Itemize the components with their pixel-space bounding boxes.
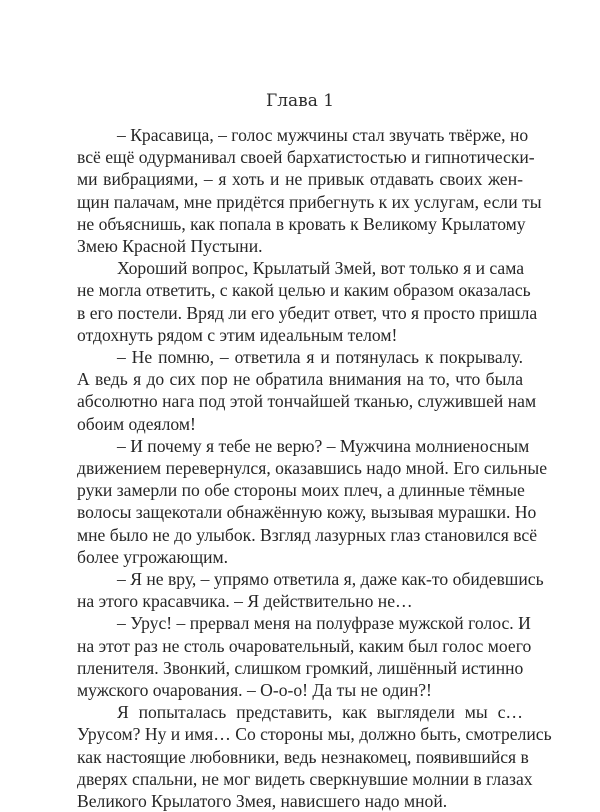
text-line: Змею Красной Пустыни. [77, 236, 263, 257]
paragraph [77, 701, 552, 812]
text-line: не объяснишь, как попала в кровать к Великому Крылатому [77, 213, 526, 234]
text-line: щин палачам, мне придётся прибегнуть к их услугам, если ты [77, 191, 542, 212]
text-line: движением перевернулся, оказавшись надо мной. Его сильные [77, 458, 548, 479]
text-line: А ведь я до сих пор не обратила внимания на то, что была [77, 369, 523, 390]
text-line: Я попыталась представить, как выглядели мы с… [117, 702, 523, 723]
text-line: волосы защекотали обнажённую кожу, вызывая мурашки. Но [77, 502, 537, 523]
text-line: абсолютно нага под этой тончайшей тканью, служившей нам [77, 391, 537, 412]
text-line: Урусом? Ну и имя… Со стороны мы, должно быть, смотрелись [77, 724, 552, 745]
text-line: – Я не вру, – упрямо ответила я, даже как-то обидевшись [117, 569, 544, 590]
text-line: в его постели. Вряд ли его убедит ответ, что я просто пришла [77, 302, 538, 323]
text-line: руки замерли по обе стороны моих плеч, а длинные тёмные [77, 480, 525, 501]
paragraph [77, 568, 544, 612]
text-line: ми вибрациями, – я хоть и не привык отдавать своих жен- [77, 169, 523, 190]
text-line: – И почему я тебе не верю? – Мужчина молниеносным [117, 435, 530, 456]
text-line: обоим одеялом! [77, 413, 196, 434]
text-line: – Урус! – прервал меня на полуфразе мужской голос. И [117, 613, 531, 634]
text-line: Великого Крылатого Змея, нависшего надо мной. [77, 791, 448, 812]
text-line: всё ещё одурманивал своей бархатистостью и гипнотически- [77, 147, 535, 168]
text-line: не могла ответить, с какой целью и каким образом оказалась [77, 280, 531, 301]
text-line: мужского очарования. – О-о-о! Да ты не один?! [77, 680, 432, 701]
paragraph [77, 612, 532, 701]
text-line: дверях спальни, не мог видеть сверкнувшие молнии в глазах [77, 768, 533, 789]
text-line: отдохнуть рядом с этим идеальным телом! [77, 324, 398, 345]
paragraph [77, 124, 542, 257]
paragraph [77, 257, 538, 346]
paragraph [77, 435, 548, 568]
paragraph [77, 346, 537, 435]
text-line: пленителя. Звонкий, слишком громкий, лишённый истинно [77, 657, 524, 678]
text-line: Хороший вопрос, Крылатый Змей, вот только я и сама [117, 258, 525, 279]
text-line: на этот раз не столь очаровательный, каким был голос моего [77, 635, 532, 656]
body-text [77, 124, 552, 812]
text-line: мне было не до улыбок. Взгляд лазурных глаз становился всё [77, 524, 538, 545]
text-line: – Красавица, – голос мужчины стал звучать твёрже, но [117, 125, 529, 145]
text-line: – Не помню, – ответила я и потянулась к покрывалу. [117, 347, 523, 368]
chapter-title: Глава 1 [265, 91, 335, 111]
text-line: как настоящие любовники, ведь незнакомец, появившийся в [77, 746, 529, 767]
text-line: на этого красавчика. – Я действительно не… [77, 591, 413, 612]
text-line: более угрожающим. [77, 546, 229, 567]
